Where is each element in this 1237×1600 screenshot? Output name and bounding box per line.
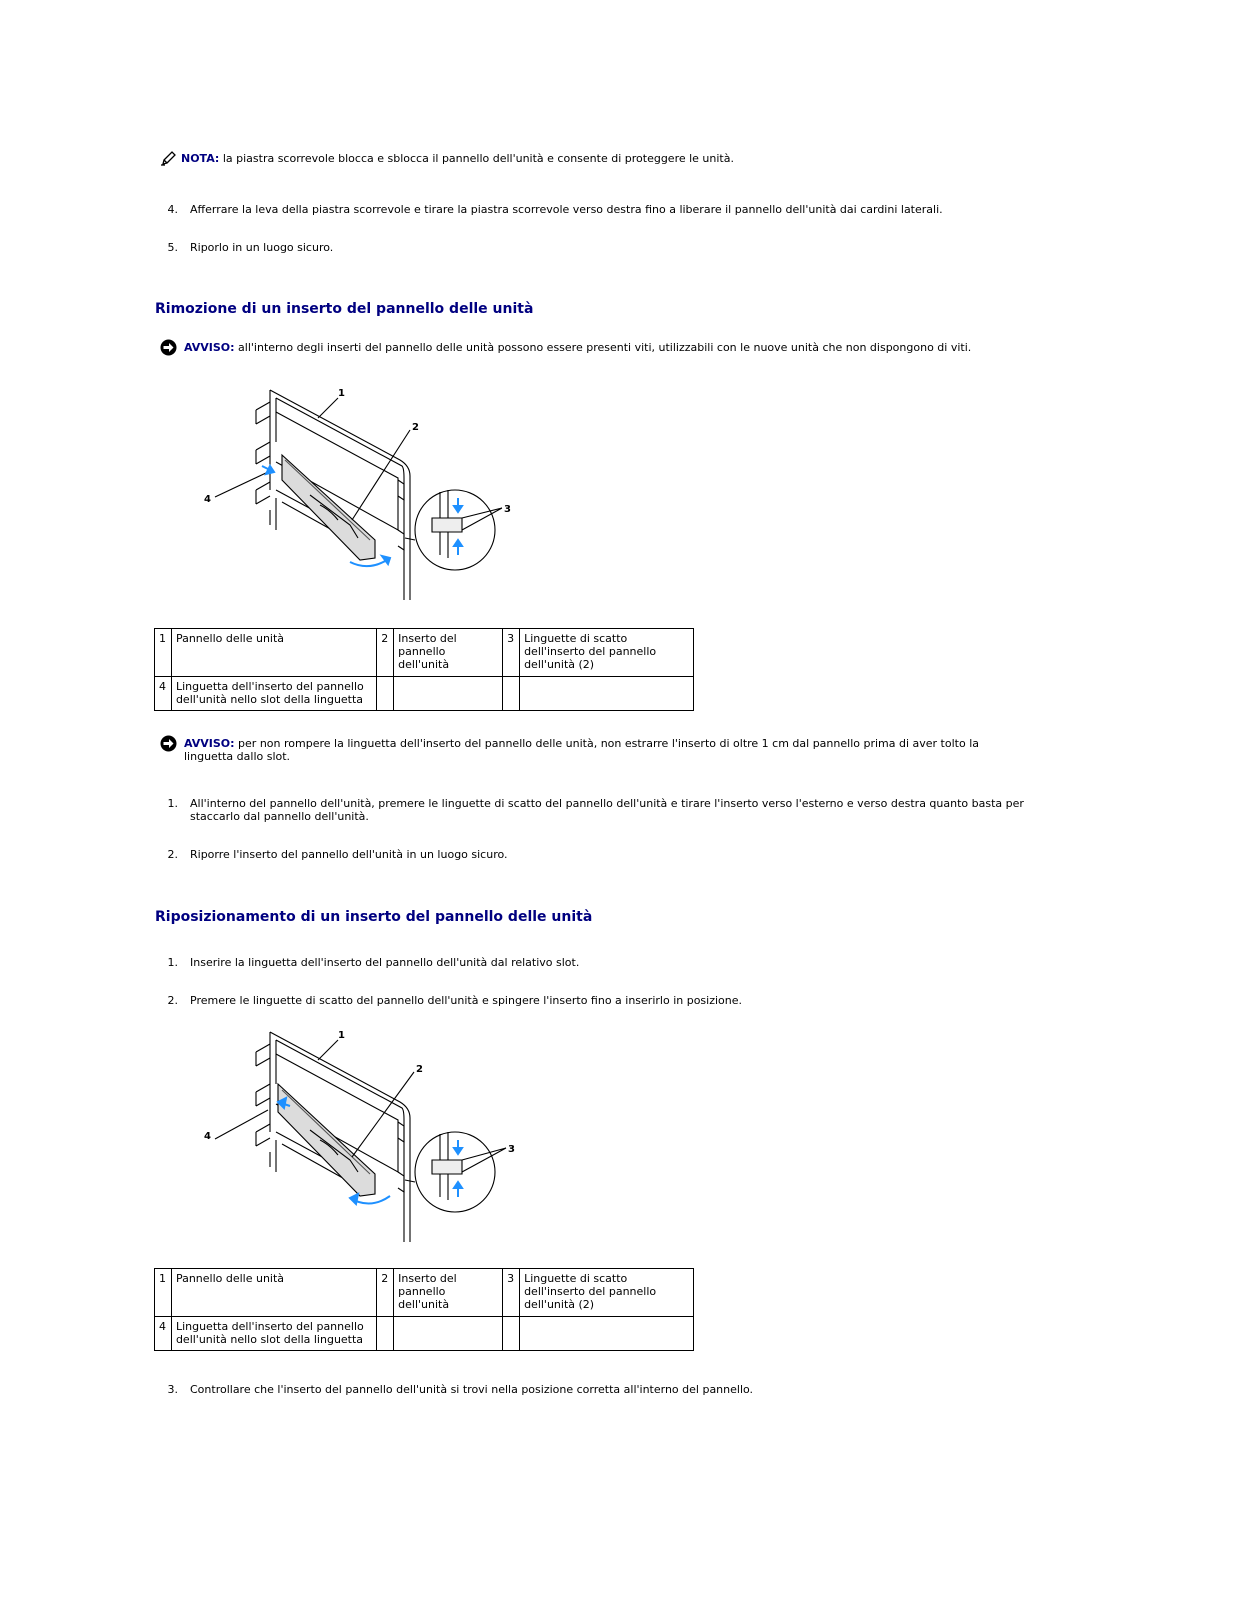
- list-item: 4. Afferrare la leva della piastra scorrevole e tirare la piastra scorrevole verso destra fino a liberare il pannello dell'unità dai cardini laterali.: [167, 203, 943, 216]
- list-item: 5. Riporlo in un luogo sicuro.: [167, 241, 334, 254]
- table-row: 4 Linguetta dell'inserto del pannello dell'unità nello slot della linguetta: [155, 677, 694, 711]
- notice-block: [160, 341, 1080, 357]
- callout-4: 4: [204, 494, 211, 505]
- callout-2: 2: [416, 1064, 423, 1075]
- note-text: la piastra scorrevole blocca e sblocca il pannello dell'unità e consente di proteggere le unità.: [219, 152, 734, 165]
- pencil-note-icon: [160, 150, 177, 167]
- drive-panel-insert-replacement-figure: [200, 1022, 530, 1252]
- list-item: 2. Premere le linguette di scatto del pannello dell'unità e spingere l'inserto fino a inserirlo in posizione.: [167, 994, 743, 1007]
- callout-1: 1: [338, 1030, 345, 1041]
- table-row: 4 Linguetta dell'inserto del pannello dell'unità nello slot della linguetta: [155, 1317, 694, 1351]
- list-item: 3. Controllare che l'inserto del pannello dell'unità si trovi nella posizione corretta all'interno del pannello.: [167, 1383, 754, 1396]
- notice-label: AVVISO:: [184, 737, 235, 750]
- notice-text: all'interno degli inserti del pannello delle unità possono essere presenti viti, utilizzabili con le nuove unità che non dispongono di viti.: [234, 341, 972, 354]
- callout-3: 3: [504, 504, 511, 515]
- callout-2: 2: [412, 422, 419, 433]
- callout-4: 4: [204, 1131, 211, 1142]
- drive-panel-insert-removal-figure: [200, 380, 530, 610]
- notice-arrow-icon: [160, 735, 177, 752]
- legend-table: [154, 1268, 694, 1351]
- note-block: [160, 152, 1080, 168]
- notice-arrow-icon: [160, 339, 177, 356]
- callout-3: 3: [508, 1144, 515, 1155]
- list-item: 1. All'interno del pannello dell'unità, premere le linguette di scatto del pannello dell'unità e tirare l'inserto verso l'esterno e verso destra quanto basta per staccarlo dal pannello dell'unità.: [167, 797, 1024, 823]
- notice-text: per non rompere la linguetta dell'inserto del pannello delle unità, non estrarre l'inserto di oltre 1 cm dal pannello prima di aver tolto la linguetta dallo slot.: [184, 737, 979, 763]
- callout-1: 1: [338, 388, 345, 399]
- list-item: 2. Riporre l'inserto del pannello dell'unità in un luogo sicuro.: [167, 848, 508, 861]
- legend-table: [154, 628, 694, 711]
- table-row: 1 Pannello delle unità 2 Inserto del pannello dell'unità 3 Linguette di scatto dell'inserto del pannello dell'unità (2): [155, 629, 694, 677]
- section-heading-removal: Rimozione di un inserto del pannello delle unità: [155, 301, 534, 317]
- section-heading-replacement: Riposizionamento di un inserto del pannello delle unità: [155, 909, 593, 925]
- list-item: 1. Inserire la linguetta dell'inserto del pannello dell'unità dal relativo slot.: [167, 956, 580, 969]
- note-label: NOTA:: [181, 152, 220, 165]
- table-row: 1 Pannello delle unità 2 Inserto del pannello dell'unità 3 Linguette di scatto dell'inserto del pannello dell'unità (2): [155, 1269, 694, 1317]
- notice-block: [160, 737, 1080, 765]
- notice-label: AVVISO:: [184, 341, 235, 354]
